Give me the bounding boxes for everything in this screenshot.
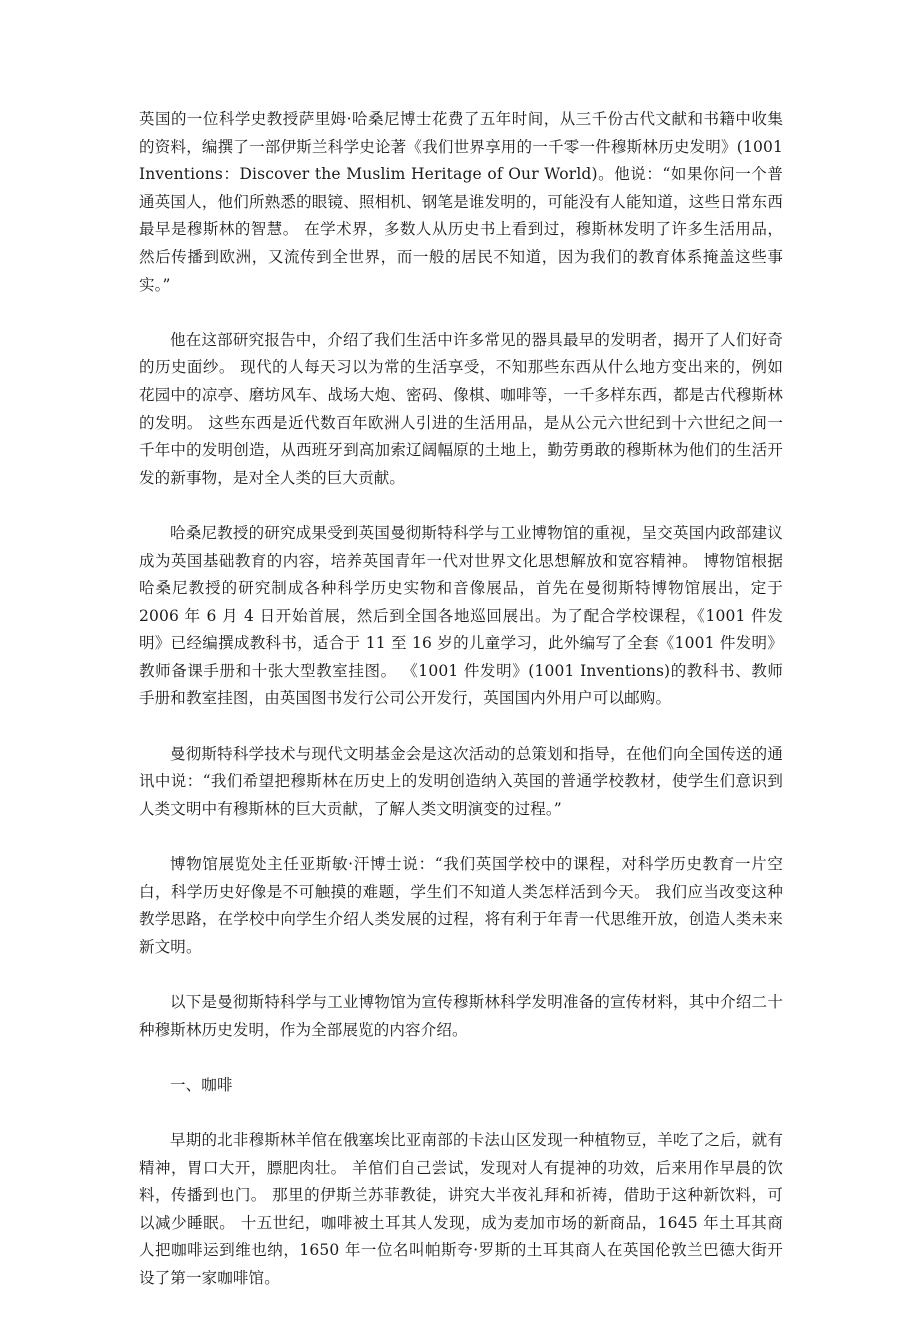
foundation-quote-paragraph: 曼彻斯特科学技术与现代文明基金会是这次活动的总策划和指导，在他们向全国传送的通讯中说：“我们希望把穆斯林在历史上的发明创造纳入英国的普通学校教材，使学生们意识到人类文明中有穆斯林的巨大贡献，了解人类文明演变的过程。” <box>139 744 783 818</box>
materials-intro-paragraph: 以下是曼彻斯特科学与工业博物馆为宣传穆斯林科学发明准备的宣传材料，其中介绍二十种穆斯林历史发明，作为全部展览的内容介绍。 <box>139 993 783 1039</box>
director-quote-paragraph: 博物馆展览处主任亚斯敏·汗博士说：“我们英国学校中的课程，对科学历史教育一片空白，科学历史好像是不可触摸的难题，学生们不知道人类怎样活到今天。 我们应当改变这种教学思路，在学校中向学生介绍人类发展的过程，将有利于年青一代思维开放，创造人类未来新文明。 <box>139 855 783 956</box>
section-heading-coffee: 一、咖啡 <box>170 1075 233 1094</box>
document-body <box>139 106 783 1320</box>
museum-exhibition-paragraph: 哈桑尼教授的研究成果受到英国曼彻斯特科学与工业博物馆的重视，呈交英国内政部建议成为英国基础教育的内容，培养英国青年一代对世界文化思想解放和宽容精神。 博物馆根据哈桑尼教授的研究制成各种科学历史实物和音像展品，首先在曼彻斯特博物馆展出，定于 2006 年 6 月 4 日开始首展，然后到全国各地巡回展出。为了配合学校课程，《1001 件发明》已经编撰成教科书，适合于 11 至 16 岁的儿童学习，此外编写了全套《1001 件发明》教师备课手册和十张大型教室挂图。 《1001 件发明》(1001 Inventions)的教科书、教师手册和教室挂图，由英国图书发行公司公开发行，英国国内外用户可以邮购。 <box>139 523 783 708</box>
coffee-paragraph: 早期的北非穆斯林羊倌在俄塞埃比亚南部的卡法山区发现一种植物豆，羊吃了之后，就有精神，胃口大开，膘肥肉壮。 羊倌们自己尝试，发现对人有提神的功效，后来用作早晨的饮料，传播到也门。 那里的伊斯兰苏菲教徒，讲究大半夜礼拜和祈祷，借助于这种新饮料，可以减少睡眠。 十五世纪，咖啡被土耳其人发现，成为麦加市场的新商品，1645 年土耳其商人把咖啡运到维也纳，1650 年一位名叫帕斯夸·罗斯的土耳其商人在英国伦敦兰巴德大街开设了第一家咖啡馆。 <box>139 1130 783 1287</box>
research-report-paragraph: 他在这部研究报告中，介绍了我们生活中许多常见的器具最早的发明者，揭开了人们好奇的历史面纱。 现代的人每天习以为常的生活享受，不知那些东西从什么地方变出来的，例如花园中的凉亭、磨坊风车、战场大炮、密码、像棋、咖啡等，一千多样东西，都是古代穆斯林的发明。 这些东西是近代数百年欧洲人引进的生活用品，是从公元六世纪到十六世纪之间一千年中的发明创造，从西班牙到高加索辽阔幅原的土地上，勤劳勇敢的穆斯林为他们的生活开发的新事物，是对全人类的巨大贡献。 <box>139 330 783 487</box>
intro-paragraph: 英国的一位科学史教授萨里姆·哈桑尼博士花费了五年时间，从三千份古代文献和书籍中收集的资料，编撰了一部伊斯兰科学史论著《我们世界享用的一千零一件穆斯林历史发明》(1001 Inventions：Discover the Muslim Heritage of Our World)。他说：“如果你问一个普通英国人，他们所熟悉的眼镜、照相机、钢笔是谁发明的，可能没有人能知道，这些日常东西最早是穆斯林的智慧。 在学术界，多数人从历史书上看到过，穆斯林发明了许多生活用品，然后传播到欧洲，又流传到全世界，而一般的居民不知道，因为我们的教育体系掩盖这些事实。” <box>139 110 783 294</box>
